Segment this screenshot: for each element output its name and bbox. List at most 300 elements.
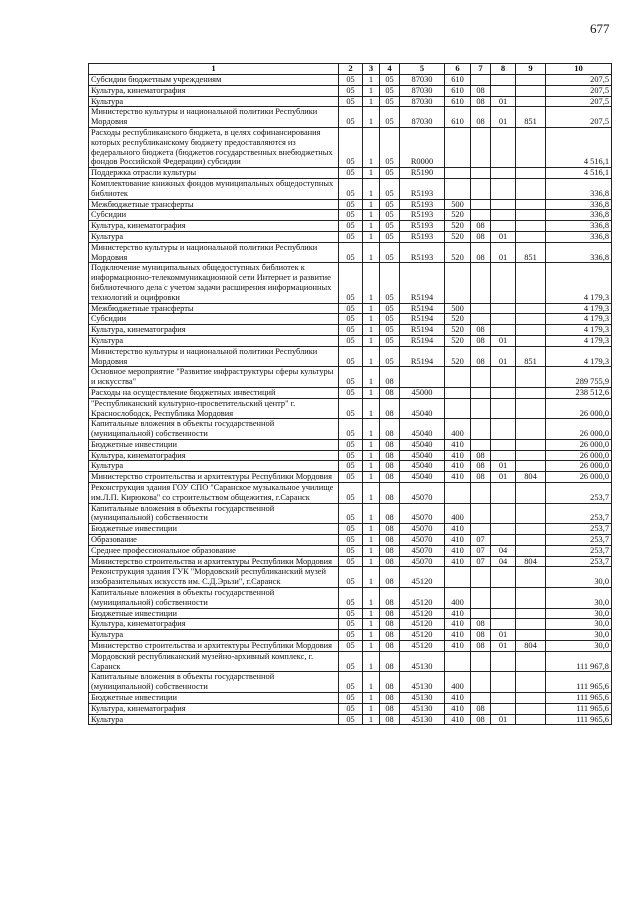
row-code: 08 bbox=[380, 672, 400, 693]
row-code bbox=[516, 693, 546, 704]
row-code: 05 bbox=[339, 335, 363, 346]
table-row bbox=[89, 556, 612, 567]
column-header: 2 bbox=[339, 64, 363, 75]
row-code: 1 bbox=[363, 651, 380, 672]
row-code bbox=[445, 127, 471, 167]
table-row bbox=[89, 419, 612, 440]
row-amount: 289 755,9 bbox=[546, 367, 612, 388]
row-code: 45070 bbox=[400, 556, 445, 567]
row-description: Культура bbox=[89, 714, 339, 725]
row-code: 08 bbox=[471, 472, 491, 483]
table-body bbox=[89, 75, 612, 725]
row-code: 410 bbox=[445, 630, 471, 641]
row-code: 05 bbox=[339, 199, 363, 210]
row-code: 1 bbox=[363, 231, 380, 242]
row-code: 45040 bbox=[400, 450, 445, 461]
row-code: 410 bbox=[445, 450, 471, 461]
row-code: 1 bbox=[363, 588, 380, 609]
row-code bbox=[471, 210, 491, 221]
row-code: 05 bbox=[380, 242, 400, 263]
row-code bbox=[491, 210, 516, 221]
row-description: Министерство культуры и национальной политики Республики Мордовия bbox=[89, 107, 339, 128]
column-header: 5 bbox=[400, 64, 445, 75]
row-code: 08 bbox=[471, 630, 491, 641]
row-description: Культура, кинематография bbox=[89, 85, 339, 96]
row-code: R5194 bbox=[400, 325, 445, 336]
row-amount: 253,7 bbox=[546, 545, 612, 556]
row-code: 05 bbox=[339, 503, 363, 524]
row-code: 05 bbox=[339, 107, 363, 128]
row-code: 08 bbox=[471, 325, 491, 336]
table-row bbox=[89, 545, 612, 556]
row-code: 851 bbox=[516, 346, 546, 367]
row-code bbox=[491, 450, 516, 461]
row-code bbox=[516, 419, 546, 440]
row-code bbox=[491, 221, 516, 232]
row-code: 410 bbox=[445, 472, 471, 483]
row-code bbox=[400, 367, 445, 388]
row-code: 400 bbox=[445, 672, 471, 693]
table-row bbox=[89, 450, 612, 461]
row-code: 08 bbox=[471, 703, 491, 714]
row-amount: 4 179,3 bbox=[546, 325, 612, 336]
row-description: Мордовский республиканский музейно-архивный комплекс, г. Саранск bbox=[89, 651, 339, 672]
row-code: 45040 bbox=[400, 419, 445, 440]
row-code: 520 bbox=[445, 314, 471, 325]
row-code: 1 bbox=[363, 221, 380, 232]
column-header: 3 bbox=[363, 64, 380, 75]
row-code: 45130 bbox=[400, 714, 445, 725]
row-code: 1 bbox=[363, 178, 380, 199]
table-row bbox=[89, 503, 612, 524]
row-code: 05 bbox=[339, 221, 363, 232]
row-code: R5193 bbox=[400, 231, 445, 242]
row-description: Министерство строительства и архитектуры Республики Мордовия bbox=[89, 556, 339, 567]
row-code: 45040 bbox=[400, 461, 445, 472]
row-code: 05 bbox=[380, 127, 400, 167]
row-code bbox=[516, 263, 546, 303]
table-row bbox=[89, 651, 612, 672]
row-code bbox=[491, 168, 516, 179]
row-code: 05 bbox=[339, 367, 363, 388]
row-code: 01 bbox=[491, 96, 516, 107]
row-code bbox=[516, 461, 546, 472]
row-code: 05 bbox=[339, 439, 363, 450]
row-code bbox=[445, 367, 471, 388]
row-amount: 336,8 bbox=[546, 199, 612, 210]
row-code: 05 bbox=[380, 178, 400, 199]
row-code: 410 bbox=[445, 703, 471, 714]
row-code: 08 bbox=[471, 714, 491, 725]
column-header: 4 bbox=[380, 64, 400, 75]
row-code: 08 bbox=[380, 608, 400, 619]
row-code bbox=[491, 567, 516, 588]
table-row bbox=[89, 199, 612, 210]
row-code bbox=[516, 535, 546, 546]
row-code bbox=[491, 387, 516, 398]
row-code bbox=[516, 439, 546, 450]
row-amount: 26 000,0 bbox=[546, 450, 612, 461]
row-code bbox=[471, 693, 491, 704]
row-code bbox=[491, 398, 516, 419]
row-code bbox=[516, 367, 546, 388]
row-code: 05 bbox=[339, 651, 363, 672]
row-code: 45120 bbox=[400, 588, 445, 609]
row-code bbox=[516, 221, 546, 232]
row-code: 45040 bbox=[400, 472, 445, 483]
row-code: 05 bbox=[380, 314, 400, 325]
row-code: 05 bbox=[339, 168, 363, 179]
row-code: 804 bbox=[516, 641, 546, 652]
row-code: R5193 bbox=[400, 178, 445, 199]
row-code: 1 bbox=[363, 85, 380, 96]
page-number: 677 bbox=[590, 21, 610, 36]
row-code bbox=[516, 567, 546, 588]
row-code: 05 bbox=[339, 693, 363, 704]
row-code: 08 bbox=[380, 461, 400, 472]
row-code: 05 bbox=[339, 567, 363, 588]
row-description: Капитальные вложения в объекты государственной (муниципальной) собственности bbox=[89, 503, 339, 524]
row-code: 87030 bbox=[400, 96, 445, 107]
row-code bbox=[491, 85, 516, 96]
row-code: 500 bbox=[445, 199, 471, 210]
row-code: 05 bbox=[339, 524, 363, 535]
row-code: 1 bbox=[363, 168, 380, 179]
row-description: Реконструкция здания ГОУ СПО "Саранское музыкальное училище им.Л.П. Кирюкова" со строительством общежития, г.Саранск bbox=[89, 483, 339, 504]
row-code: 1 bbox=[363, 630, 380, 641]
row-code: 400 bbox=[445, 588, 471, 609]
row-code: 1 bbox=[363, 693, 380, 704]
row-code: R5193 bbox=[400, 221, 445, 232]
row-description: "Республиканский культурно-просветительский центр" г. Краснослободск, Республика Мордовия bbox=[89, 398, 339, 419]
row-code: 08 bbox=[471, 619, 491, 630]
row-code: 08 bbox=[380, 439, 400, 450]
row-code bbox=[471, 672, 491, 693]
row-code: 05 bbox=[380, 85, 400, 96]
row-code: 07 bbox=[471, 535, 491, 546]
row-code: 05 bbox=[380, 231, 400, 242]
row-code bbox=[516, 199, 546, 210]
row-amount: 253,7 bbox=[546, 483, 612, 504]
table-row bbox=[89, 231, 612, 242]
row-amount: 30,0 bbox=[546, 630, 612, 641]
row-code: 610 bbox=[445, 96, 471, 107]
row-amount: 4 179,3 bbox=[546, 335, 612, 346]
row-code bbox=[491, 703, 516, 714]
row-code bbox=[491, 693, 516, 704]
row-code: 05 bbox=[339, 703, 363, 714]
row-code: 851 bbox=[516, 107, 546, 128]
row-code: 45000 bbox=[400, 387, 445, 398]
row-code bbox=[471, 387, 491, 398]
row-amount: 4 179,3 bbox=[546, 314, 612, 325]
row-code: 804 bbox=[516, 556, 546, 567]
row-code bbox=[491, 608, 516, 619]
row-code bbox=[471, 314, 491, 325]
table-row bbox=[89, 367, 612, 388]
row-code: 45120 bbox=[400, 608, 445, 619]
row-code: 08 bbox=[380, 714, 400, 725]
row-description: Подключение муниципальных общедоступных библиотек к информационно-телекоммуникационной сети Интернет и развитие библиотечного дела с учетом задачи расширения информационных технологий и оцифровки bbox=[89, 263, 339, 303]
row-description: Культура bbox=[89, 335, 339, 346]
row-amount: 111 965,6 bbox=[546, 703, 612, 714]
row-code: 1 bbox=[363, 483, 380, 504]
row-code: 1 bbox=[363, 535, 380, 546]
row-description: Поддержка отрасли культуры bbox=[89, 168, 339, 179]
table-row bbox=[89, 608, 612, 619]
row-code bbox=[471, 178, 491, 199]
row-code bbox=[445, 651, 471, 672]
table-row bbox=[89, 398, 612, 419]
row-code bbox=[516, 210, 546, 221]
row-code: 1 bbox=[363, 461, 380, 472]
row-code bbox=[516, 178, 546, 199]
row-code: 410 bbox=[445, 556, 471, 567]
row-code bbox=[516, 545, 546, 556]
row-code bbox=[516, 714, 546, 725]
row-description: Бюджетные инвестиции bbox=[89, 693, 339, 704]
row-code: 05 bbox=[380, 325, 400, 336]
row-code bbox=[471, 651, 491, 672]
row-code: 05 bbox=[339, 472, 363, 483]
row-code: 520 bbox=[445, 242, 471, 263]
row-code: 1 bbox=[363, 524, 380, 535]
table-row bbox=[89, 524, 612, 535]
row-code: 01 bbox=[491, 242, 516, 263]
column-header: 7 bbox=[471, 64, 491, 75]
row-code: 410 bbox=[445, 693, 471, 704]
row-code: 01 bbox=[491, 641, 516, 652]
table-row bbox=[89, 567, 612, 588]
row-code bbox=[471, 503, 491, 524]
row-code: 05 bbox=[380, 75, 400, 86]
row-code bbox=[471, 567, 491, 588]
row-code: 520 bbox=[445, 231, 471, 242]
table-row bbox=[89, 472, 612, 483]
column-header: 8 bbox=[491, 64, 516, 75]
table-row bbox=[89, 693, 612, 704]
row-code bbox=[445, 168, 471, 179]
table-row bbox=[89, 335, 612, 346]
table-row bbox=[89, 263, 612, 303]
row-code bbox=[516, 335, 546, 346]
row-code: 08 bbox=[380, 556, 400, 567]
row-code: 05 bbox=[339, 714, 363, 725]
row-code: 07 bbox=[471, 556, 491, 567]
row-code: 05 bbox=[339, 314, 363, 325]
row-amount: 207,5 bbox=[546, 75, 612, 86]
table-row bbox=[89, 439, 612, 450]
row-code: 45120 bbox=[400, 619, 445, 630]
row-code: 08 bbox=[471, 107, 491, 128]
row-code: 1 bbox=[363, 127, 380, 167]
row-code: 520 bbox=[445, 335, 471, 346]
row-code bbox=[516, 231, 546, 242]
row-code: 610 bbox=[445, 85, 471, 96]
row-code: 08 bbox=[380, 367, 400, 388]
row-amount: 4 179,3 bbox=[546, 263, 612, 303]
row-code: 08 bbox=[380, 567, 400, 588]
row-amount: 207,5 bbox=[546, 85, 612, 96]
table-row bbox=[89, 630, 612, 641]
row-amount: 26 000,0 bbox=[546, 419, 612, 440]
row-code: 610 bbox=[445, 107, 471, 128]
row-code bbox=[491, 199, 516, 210]
row-code: 01 bbox=[491, 461, 516, 472]
row-code: R5194 bbox=[400, 303, 445, 314]
row-code: R5194 bbox=[400, 346, 445, 367]
row-code: 45130 bbox=[400, 651, 445, 672]
row-amount: 336,8 bbox=[546, 221, 612, 232]
row-description: Основное мероприятие "Развитие инфраструктуры сферы культуры и искусства" bbox=[89, 367, 339, 388]
row-code: 45070 bbox=[400, 535, 445, 546]
row-code bbox=[516, 503, 546, 524]
row-description: Капитальные вложения в объекты государственной (муниципальной) собственности bbox=[89, 419, 339, 440]
row-code: 05 bbox=[339, 210, 363, 221]
table-row bbox=[89, 127, 612, 167]
row-code bbox=[491, 483, 516, 504]
row-code bbox=[516, 630, 546, 641]
row-code: 05 bbox=[339, 325, 363, 336]
row-code: 1 bbox=[363, 303, 380, 314]
row-code: 05 bbox=[380, 221, 400, 232]
table-row bbox=[89, 588, 612, 609]
row-description: Субсидии бюджетным учреждениям bbox=[89, 75, 339, 86]
row-code: 05 bbox=[339, 545, 363, 556]
row-code bbox=[516, 303, 546, 314]
row-code: 05 bbox=[380, 168, 400, 179]
row-code: 45120 bbox=[400, 641, 445, 652]
row-description: Культура bbox=[89, 461, 339, 472]
row-code: 45040 bbox=[400, 398, 445, 419]
row-description: Министерство культуры и национальной политики Республики Мордовия bbox=[89, 346, 339, 367]
row-code: 410 bbox=[445, 714, 471, 725]
row-code: R0000 bbox=[400, 127, 445, 167]
row-code bbox=[516, 314, 546, 325]
row-code bbox=[445, 178, 471, 199]
row-code bbox=[491, 439, 516, 450]
row-description: Межбюджетные трансферты bbox=[89, 303, 339, 314]
row-description: Культура, кинематография bbox=[89, 325, 339, 336]
row-amount: 30,0 bbox=[546, 619, 612, 630]
row-code bbox=[516, 588, 546, 609]
row-amount: 111 965,6 bbox=[546, 714, 612, 725]
table-row bbox=[89, 242, 612, 263]
row-amount: 207,5 bbox=[546, 107, 612, 128]
row-amount: 253,7 bbox=[546, 556, 612, 567]
row-code: 410 bbox=[445, 545, 471, 556]
row-code: R5194 bbox=[400, 335, 445, 346]
row-code: 45130 bbox=[400, 672, 445, 693]
row-code: 08 bbox=[380, 387, 400, 398]
row-code: 520 bbox=[445, 221, 471, 232]
row-code: 1 bbox=[363, 199, 380, 210]
table-row bbox=[89, 703, 612, 714]
row-description: Комплектование книжных фондов муниципальных общедоступных библиотек bbox=[89, 178, 339, 199]
row-code: 08 bbox=[380, 419, 400, 440]
row-code: 08 bbox=[471, 221, 491, 232]
row-code: 05 bbox=[339, 127, 363, 167]
column-header: 9 bbox=[516, 64, 546, 75]
row-code bbox=[491, 178, 516, 199]
row-code bbox=[516, 75, 546, 86]
row-description: Культура bbox=[89, 630, 339, 641]
row-code: 01 bbox=[491, 231, 516, 242]
row-description: Капитальные вложения в объекты государственной (муниципальной) собственности bbox=[89, 588, 339, 609]
row-amount: 30,0 bbox=[546, 588, 612, 609]
row-code: 05 bbox=[339, 556, 363, 567]
row-amount: 30,0 bbox=[546, 641, 612, 652]
row-code bbox=[491, 303, 516, 314]
row-amount: 336,8 bbox=[546, 210, 612, 221]
row-code: 05 bbox=[339, 608, 363, 619]
row-amount: 26 000,0 bbox=[546, 398, 612, 419]
row-description: Расходы на осуществление бюджетных инвестиций bbox=[89, 387, 339, 398]
row-code: 08 bbox=[471, 450, 491, 461]
row-code: 45130 bbox=[400, 693, 445, 704]
row-description: Бюджетные инвестиции bbox=[89, 524, 339, 535]
row-code: 08 bbox=[380, 693, 400, 704]
row-description: Межбюджетные трансферты bbox=[89, 199, 339, 210]
row-description: Среднее профессиональное образование bbox=[89, 545, 339, 556]
row-code: 01 bbox=[491, 472, 516, 483]
row-description: Капитальные вложения в объекты государственной (муниципальной) собственности bbox=[89, 672, 339, 693]
row-code: 1 bbox=[363, 556, 380, 567]
row-code: 05 bbox=[339, 346, 363, 367]
row-code: 1 bbox=[363, 96, 380, 107]
row-code: 1 bbox=[363, 608, 380, 619]
table-row bbox=[89, 461, 612, 472]
row-description: Субсидии bbox=[89, 314, 339, 325]
row-code: 05 bbox=[339, 630, 363, 641]
row-description: Министерство культуры и национальной политики Республики Мордовия bbox=[89, 242, 339, 263]
row-code bbox=[471, 127, 491, 167]
row-code: 01 bbox=[491, 630, 516, 641]
row-code: 45040 bbox=[400, 439, 445, 450]
row-amount: 238 512,6 bbox=[546, 387, 612, 398]
row-code: 05 bbox=[339, 231, 363, 242]
row-code: 05 bbox=[380, 335, 400, 346]
row-description: Министерство строительства и архитектуры Республики Мордовия bbox=[89, 472, 339, 483]
row-code: 1 bbox=[363, 419, 380, 440]
row-amount: 336,8 bbox=[546, 242, 612, 263]
row-code: 520 bbox=[445, 346, 471, 367]
row-code: 05 bbox=[380, 96, 400, 107]
row-description: Культура, кинематография bbox=[89, 450, 339, 461]
row-code: 520 bbox=[445, 325, 471, 336]
row-code: 08 bbox=[380, 483, 400, 504]
row-description: Культура, кинематография bbox=[89, 619, 339, 630]
row-code: 1 bbox=[363, 398, 380, 419]
table-row bbox=[89, 535, 612, 546]
row-code: 01 bbox=[491, 714, 516, 725]
table-row bbox=[89, 314, 612, 325]
row-code: 45070 bbox=[400, 524, 445, 535]
row-code: 08 bbox=[471, 641, 491, 652]
row-code: R5194 bbox=[400, 314, 445, 325]
budget-table bbox=[88, 63, 612, 725]
table-row bbox=[89, 672, 612, 693]
row-code: 1 bbox=[363, 641, 380, 652]
row-amount: 336,8 bbox=[546, 231, 612, 242]
row-code bbox=[471, 439, 491, 450]
row-code bbox=[516, 703, 546, 714]
row-code bbox=[471, 419, 491, 440]
row-code: 1 bbox=[363, 439, 380, 450]
row-code: 851 bbox=[516, 242, 546, 263]
row-code: 05 bbox=[339, 242, 363, 263]
row-code: 05 bbox=[380, 263, 400, 303]
